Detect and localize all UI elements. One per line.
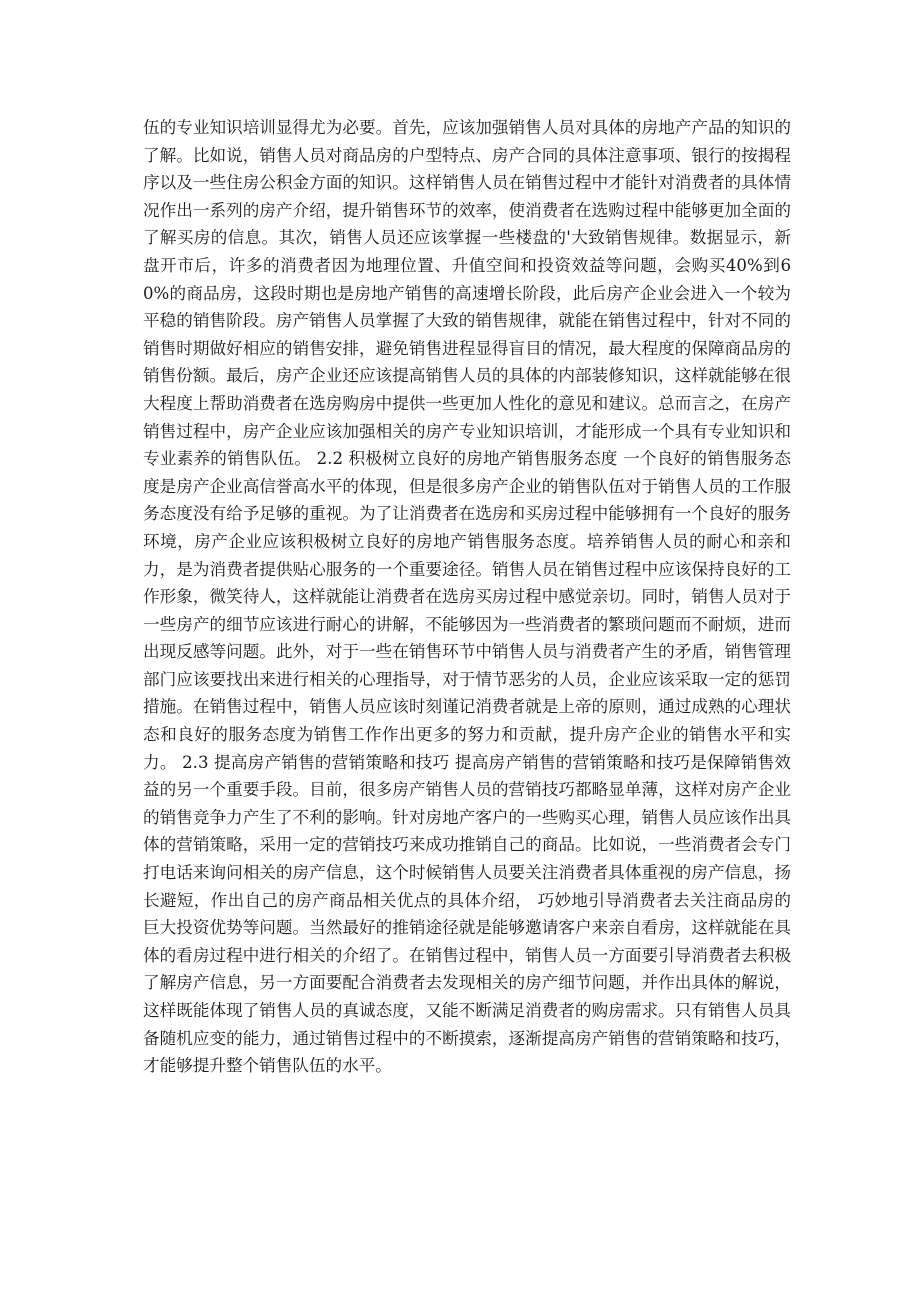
body-paragraph: 伍的专业知识培训显得尤为必要。首先，应该加强销售人员对具体的房地产产品的知识的了解。比如说，销售人员对商品房的户型特点、房产合同的具体注意事项、银行的按揭程序以及一些住房公积金方面的知识。这样销售人员在销售过程中才能针对消费者的具体情况作出一系列的房产介绍，提升销售环节的效率，使消费者在选购过程中能够更加全面的了解买房的信息。其次，销售人员还应该掌握一些楼盘的'大致销售规律。数据显示，新盘开市后，许多的消费者因为地理位置、升值空间和投资效益等问题，会购买40%到60%的商品房，这段时期也是房地产销售的高速增长阶段，此后房产企业会进入一个较为平稳的销售阶段。房产销售人员掌握了大致的销售规律，就能在销售过程中，针对不同的销售时期做好相应的销售安排，避免销售进程显得盲目的情况，最大程度的保障商品房的销售份额。最后，房产企业还应该提高销售人员的具体的内部装修知识，这样就能够在很大程度上帮助消费者在选房购房中提供一些更加人性化的意见和建议。总而言之，在房产销售过程中，房产企业应该加强相关的房产专业知识培训，才能形成一个具有专业知识和专业素养的销售队伍。 2.2 积极树立良好的房地产销售服务态度 一个良好的销售服务态度是房产企业高信誉高水平的体现，但是很多房产企业的销售队伍对于销售人员的工作服务态度没有给予足够的重视。为了让消费者在选房和买房过程中能够拥有一个良好的服务环境，房产企业应该积极树立良好的房地产销售服务态度。培养销售人员的耐心和亲和力，是为消费者提供贴心服务的一个重要途径。销售人员在销售过程中应该保持良好的工作形象，微笑待人，这样就能让消费者在选房买房过程中感觉亲切。同时，销售人员对于一些房产的细节应该进行耐心的讲解，不能够因为一些消费者的繁琐问题而不耐烦，进而出现反感等问题。此外，对于一些在销售环节中销售人员与消费者产生的矛盾，销售管理部门应该要找出来进行相关的心理指导，对于情节恶劣的人员，企业应该采取一定的惩罚措施。在销售过程中，销售人员应该时刻谨记消费者就是上帝的原则，通过成熟的心理状态和良好的服务态度为销售工作作出更多的努力和贡献，提升房产企业的销售水平和实力。 2.3 提高房产销售的营销策略和技巧 提高房产销售的营销策略和技巧是保障销售效益的另一个重要手段。目前，很多房产销售人员的营销技巧都略显单薄，这样对房产企业的销售竞争力产生了不利的影响。针对房地产客户的一些购买心理，销售人员应该作出具体的营销策略，采用一定的营销技巧来成功推销自己的商品。比如说，一些消费者会专门打电话来询问相关的房产信息，这个时候销售人员要关注消费者具体重视的房产信息，扬长避短，作出自己的房产商品相关优点的具体介绍， 巧妙地引导消费者去关注商品房的巨大投资优势等问题。当然最好的推销途径就是能够邀请客户来亲自看房，这样就能在具体的看房过程中进行相关的介绍了。在销售过程中，销售人员一方面要引导消费者去积极了解房产信息，另一方面要配合消费者去发现相关的房产细节问题，并作出具体的解说，这样既能体现了销售人员的真诚态度，又能不断满足消费者的购房需求。只有销售人员具备随机应变的能力，通过销售过程中的不断摸索，逐渐提高房产销售的营销策略和技巧，才能够提升整个销售队伍的水平。 — [143, 118, 791, 1076]
